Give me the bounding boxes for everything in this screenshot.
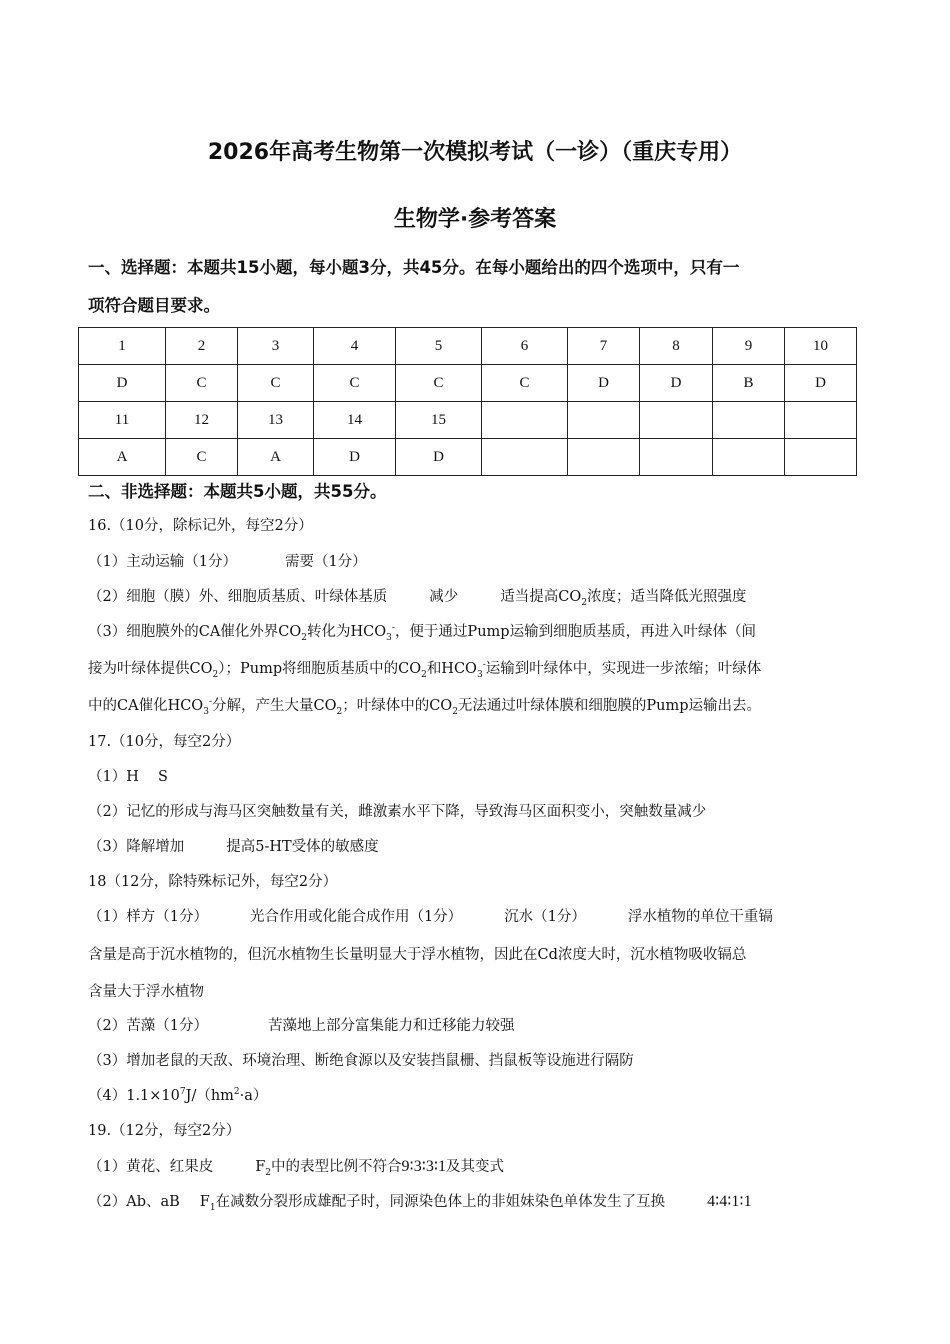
empty-cell <box>568 439 640 476</box>
ratio: 9∶3∶3∶1 <box>401 1158 447 1175</box>
text-span: 分解，产生大量CO <box>211 698 337 714</box>
question-number: 15 <box>396 402 482 439</box>
text-span: 沉水（1分） <box>504 909 586 925</box>
q16-2c1: 适当提高CO <box>500 589 582 605</box>
text-span: 中的CA催化HCO <box>88 698 204 714</box>
question-number: 10 <box>785 328 857 365</box>
text-span: 转化为HCO <box>307 624 387 640</box>
empty-cell <box>568 402 640 439</box>
question-number: 7 <box>568 328 640 365</box>
q16-1b: 需要（1分） <box>284 554 367 570</box>
question-number: 9 <box>713 328 785 365</box>
q16-heading: 16.（10分，除标记外，每空2分） <box>88 518 313 534</box>
answer-cell: C <box>396 365 482 402</box>
question-number: 14 <box>314 402 396 439</box>
text-span: （4）1.1×10 <box>88 1088 180 1104</box>
text-span: 运输到叶绿体中，实现进一步浓缩；叶绿体 <box>485 661 762 677</box>
text-span: 苦藻地上部分富集能力和迁移能力较强 <box>267 1018 515 1034</box>
q16-1a: （1）主动运输（1分） <box>88 554 237 570</box>
question-number: 3 <box>238 328 314 365</box>
text-span: 无法通过叶绿体膜和细胞膜的Pump运输出去。 <box>457 698 762 714</box>
q18-answer-1-line2: 含量是高于沉水植物的，但沉水植物生长量明显大于浮水植物，因此在Cd浓度大时，沉水植物吸收镉总 <box>88 947 747 963</box>
question-number: 4 <box>314 328 396 365</box>
q16-2b: 减少 <box>429 589 459 605</box>
q16-answer-3-line2: 接为叶绿体提供$CO_2$）；Pump将细胞质基质中的$CO_2$和$HCO_3^-$运输到叶绿体中，实现进一步浓缩；叶绿体 <box>88 660 762 680</box>
exponent: 7 <box>179 1087 186 1098</box>
q19-heading: 19.（12分，每空2分） <box>88 1123 241 1139</box>
empty-cell <box>785 439 857 476</box>
text-span: （3）降解增加 <box>88 839 185 855</box>
q16-answer-3-line3: 中的CA催化$HCO_3^-$分解，产生大量$CO_2$；叶绿体中的$CO_2$无法通过叶绿体膜和细胞膜的Pump运输出去。 <box>88 697 762 717</box>
section1-heading-line2: 项符合题目要求。 <box>88 296 220 315</box>
q17-heading: 17.（10分，每空2分） <box>88 734 241 750</box>
text-span: （2）Ab、aB <box>88 1194 180 1210</box>
section2-heading: 二、非选择题：本题共5小题，共55分。 <box>88 482 387 501</box>
q18-heading: 18（12分，除特殊标记外，每空2分） <box>88 874 338 890</box>
text-span: 和HCO <box>426 661 477 677</box>
q17-answer-2: （2）记忆的形成与海马区突触数量有关，雌激素水平下降，导致海马区面积变小，突触数量减少 <box>88 804 707 820</box>
text-span: J/（hm <box>185 1088 234 1104</box>
text-span: ，便于通过Pump运输到细胞质基质，再进入叶绿体（间 <box>394 624 757 640</box>
q16-answer-2: （2）细胞（膜）外、细胞质基质、叶绿体基质 减少 适当提高$CO_2$浓度；适当降低光照强度 <box>88 589 747 608</box>
table-row <box>79 365 857 402</box>
empty-cell <box>640 439 713 476</box>
answer-cell: D <box>314 439 396 476</box>
section1-heading-line1: 一、选择题：本题共15小题，每小题3分，共45分。在每小题给出的四个选项中，只有一 <box>88 258 740 277</box>
q17-answer-3 <box>88 837 878 857</box>
q19-answer-1: （1）黄花、红果皮 $F_2$中的表型比例不符合9∶3∶3∶1及其变式 <box>88 1158 505 1178</box>
q17-answer-1: （1）H S <box>88 769 168 785</box>
text-span: （1）样方（1分） <box>88 909 208 925</box>
text-span: F <box>199 1194 210 1210</box>
ratio: 4∶4∶1∶1 <box>707 1193 752 1210</box>
q18-answer-1-line3: 含量大于浮水植物 <box>88 984 204 1000</box>
answer-cell: D <box>568 365 640 402</box>
empty-cell <box>640 402 713 439</box>
page-subtitle: 生物学·参考答案 <box>393 207 557 232</box>
answer-cell: B <box>713 365 785 402</box>
text-span: 光合作用或化能合成作用（1分） <box>249 909 463 925</box>
page-title: 2026年高考生物第一次模拟考试（一诊）（重庆专用） <box>207 140 743 165</box>
empty-cell <box>785 402 857 439</box>
empty-cell <box>482 402 568 439</box>
q18-answer-2 <box>88 1016 878 1036</box>
q16-answer-1 <box>88 552 878 572</box>
q18-answer-4 <box>88 1086 878 1106</box>
empty-cell <box>482 439 568 476</box>
exponent: 2 <box>233 1087 240 1098</box>
table-row <box>79 439 857 476</box>
text-span: 接为叶绿体提供CO <box>88 661 213 677</box>
text-span: ；叶绿体中的CO <box>342 698 453 714</box>
answer-cell: D <box>396 439 482 476</box>
text-span: 及其变式 <box>446 1159 505 1175</box>
text-span: 提高5-HT受体的敏感度 <box>226 839 379 855</box>
answer-cell: A <box>79 439 166 476</box>
q18-answer-1-line1 <box>88 907 878 927</box>
question-number: 12 <box>166 402 238 439</box>
text-span: 中的表型比例不符合 <box>271 1159 402 1175</box>
text-span: F <box>255 1159 266 1175</box>
answer-cell: C <box>482 365 568 402</box>
question-number: 11 <box>79 402 166 439</box>
answer-table <box>78 327 857 476</box>
text-span: ）；Pump将细胞质基质中的CO <box>218 661 422 677</box>
empty-cell <box>713 402 785 439</box>
question-number: 2 <box>166 328 238 365</box>
question-number: 1 <box>79 328 166 365</box>
answer-cell: C <box>166 439 238 476</box>
question-number: 5 <box>396 328 482 365</box>
text-span: 浮水植物的单位干重镉 <box>627 909 773 925</box>
table-row <box>79 328 857 365</box>
answer-cell: D <box>640 365 713 402</box>
answer-cell: D <box>79 365 166 402</box>
text-span: 在减数分裂形成雄配子时，同源染色体上的非姐妹染色单体发生了互换 <box>215 1194 666 1210</box>
q19-answer-2: （2）Ab、aB $F_1$在减数分裂形成雄配子时，同源染色体上的非姐妹染色单体发生了互换 4∶4∶1∶1 <box>88 1193 752 1213</box>
text-span: （2）苦藻（1分） <box>88 1018 208 1034</box>
empty-cell <box>713 439 785 476</box>
question-number: 8 <box>640 328 713 365</box>
q16-2c2: 浓度；适当降低光照强度 <box>586 589 747 605</box>
answer-cell: C <box>166 365 238 402</box>
question-number: 13 <box>238 402 314 439</box>
q16-answer-3-line1: （3）细胞膜外的CA催化外界$CO_2$转化为$HCO_3^-$，便于通过Pump运输到细胞质基质，再进入叶绿体（间 <box>88 623 757 643</box>
table-row <box>79 402 857 439</box>
answer-cell: C <box>314 365 396 402</box>
answer-cell: D <box>785 365 857 402</box>
question-number: 6 <box>482 328 568 365</box>
answer-cell: A <box>238 439 314 476</box>
text-span: （3）细胞膜外的CA催化外界CO <box>88 624 302 640</box>
answer-cell: C <box>238 365 314 402</box>
q18-answer-3: （3）增加老鼠的天敌、环境治理、断绝食源以及安装挡鼠栅、挡鼠板等设施进行隔防 <box>88 1053 634 1069</box>
text-span: （1）黄花、红果皮 <box>88 1159 214 1175</box>
text-span: ·a） <box>239 1088 268 1104</box>
q16-2a: （2）细胞（膜）外、细胞质基质、叶绿体基质 <box>88 589 388 605</box>
